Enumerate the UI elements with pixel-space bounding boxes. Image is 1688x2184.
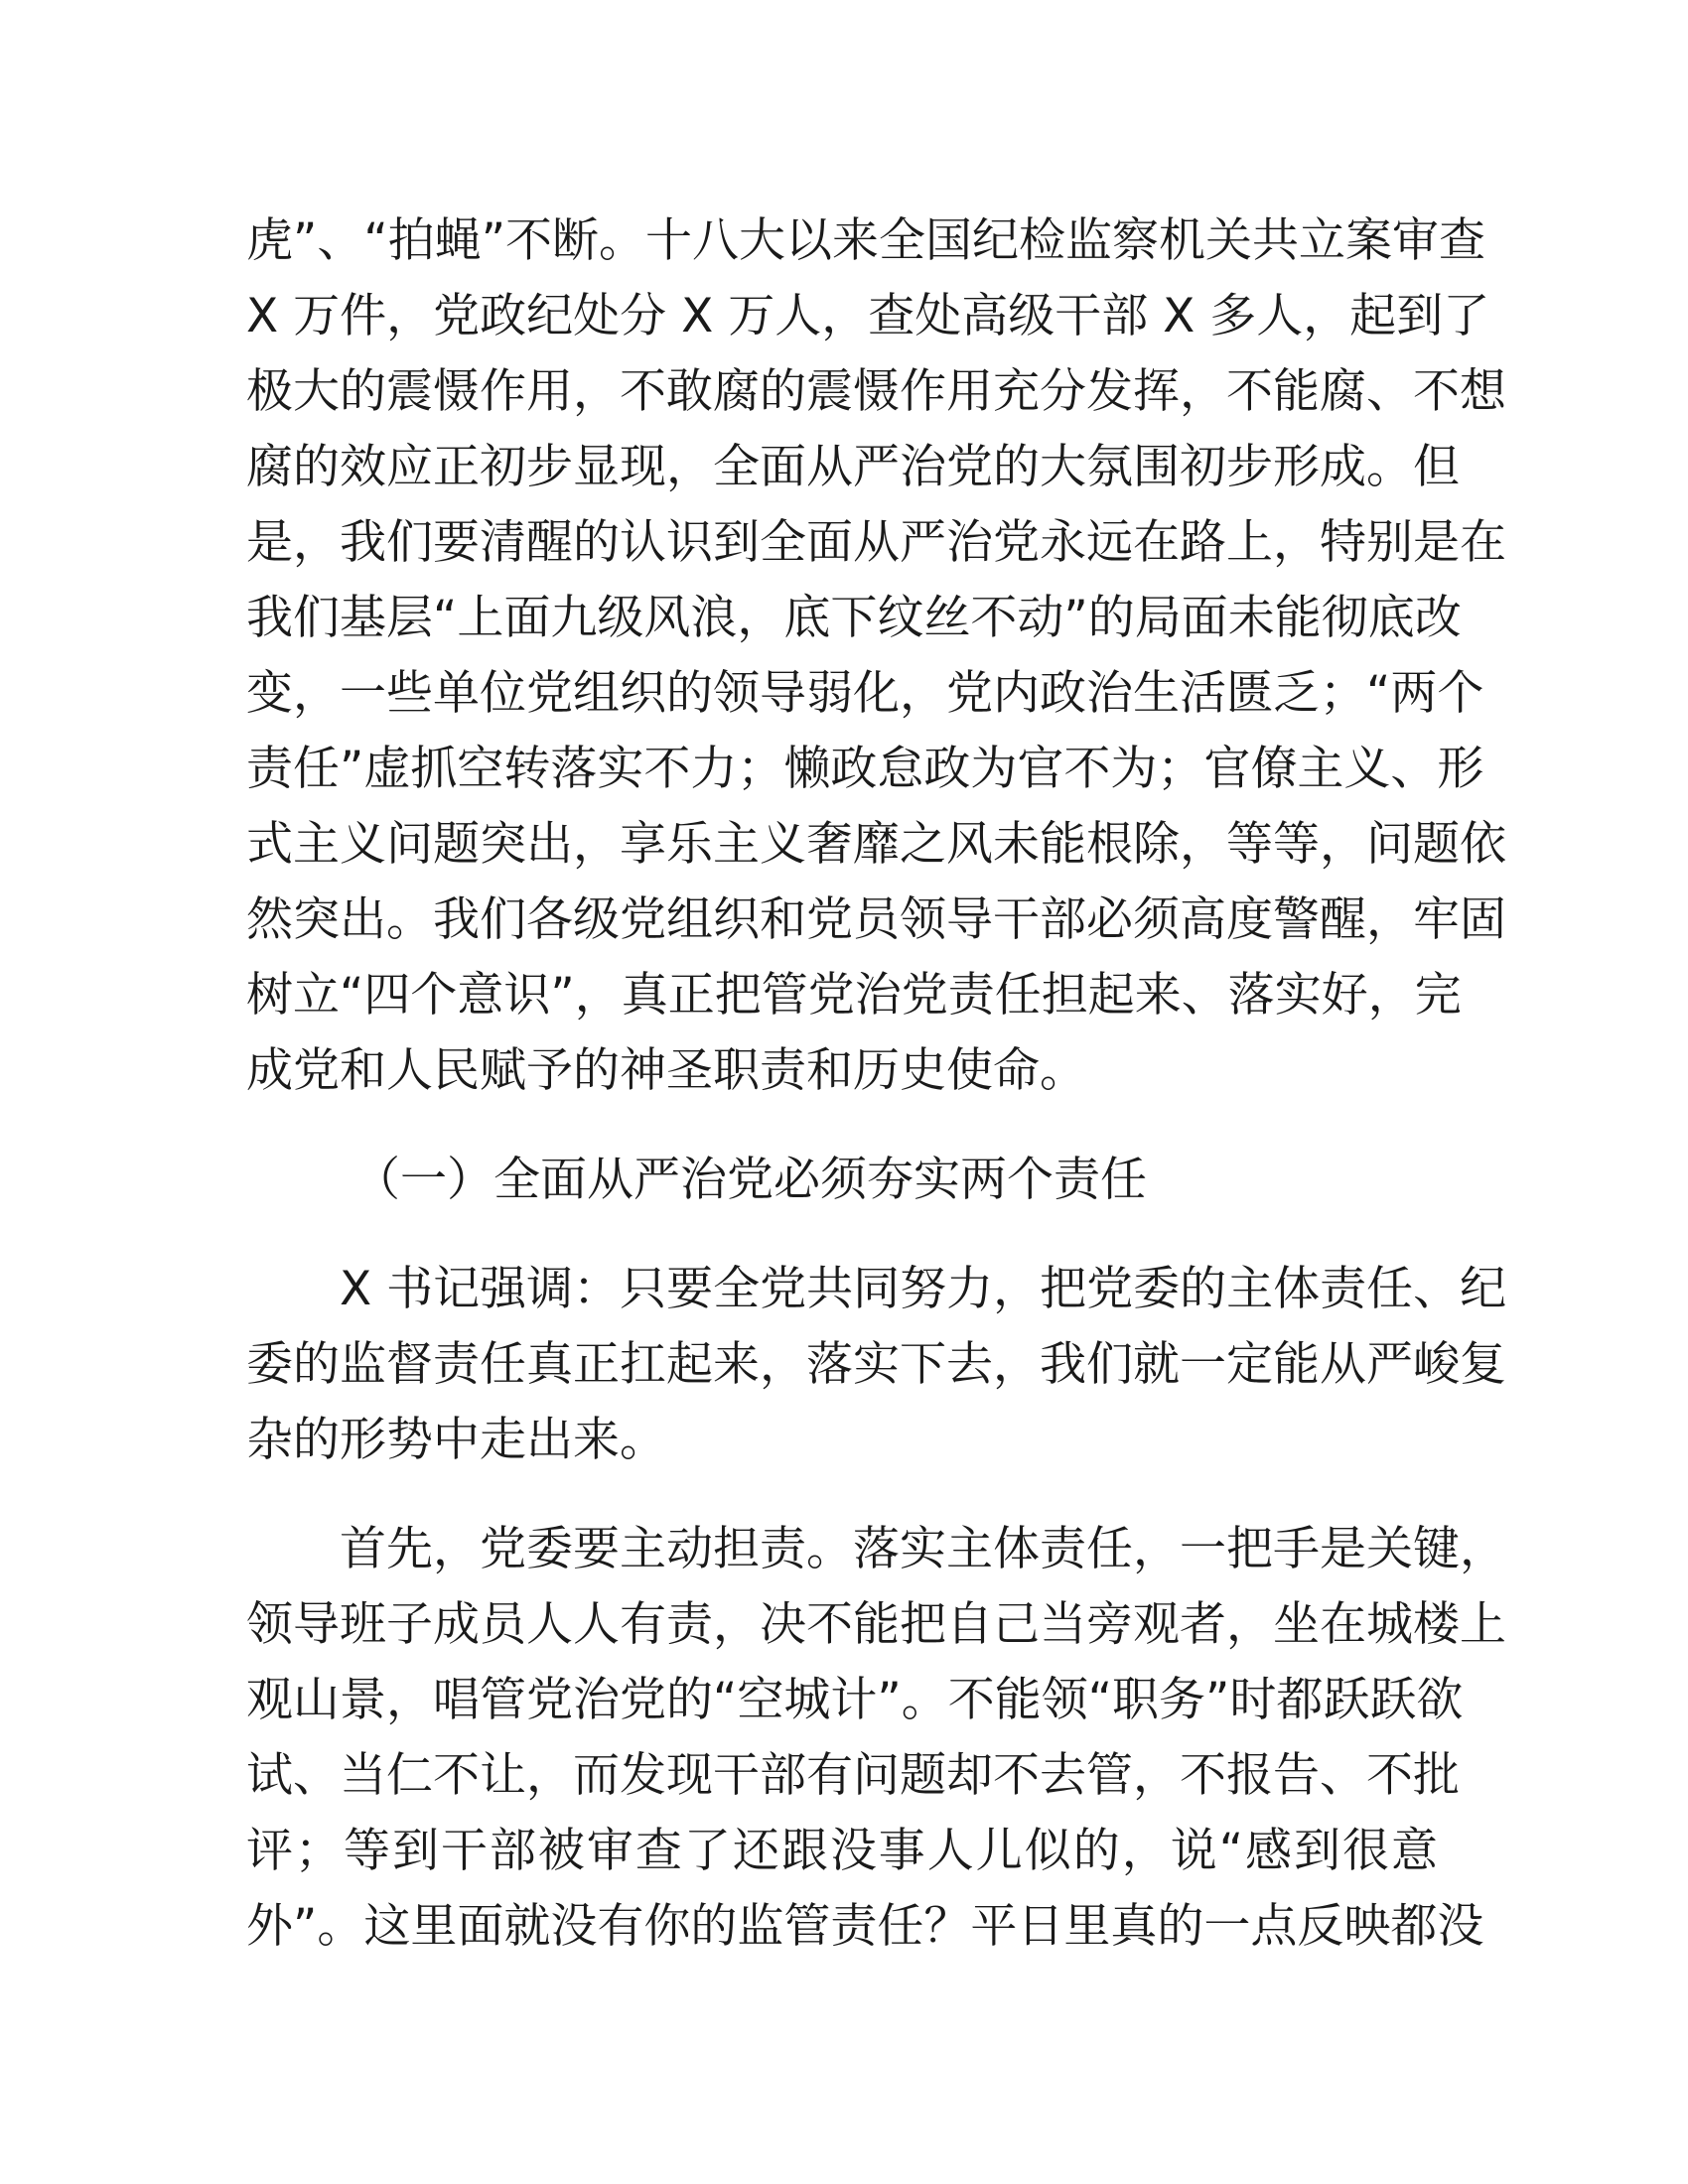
paragraph-spacer — [246, 1478, 1438, 1512]
text-line: 责任”虚抓空转落实不力；懒政怠政为官不为；官僚主义、形 — [246, 742, 1484, 796]
text-line: 领导班子成员人人有责，决不能把自己当旁观者，坐在城楼上 — [246, 1597, 1506, 1652]
paragraph-continuation — [246, 204, 1506, 1109]
text-line: 外”。这里面就没有你的监管责任？平日里真的一点反映都没 — [246, 1899, 1484, 1954]
text-line: 树立“四个意识”，真正把管党治党责任担起来、落实好，完 — [246, 968, 1462, 1023]
text-line: X 书记强调：只要全党共同努力，把党委的主体责任、纪 — [340, 1262, 1507, 1316]
paragraph-spacer — [246, 1218, 1438, 1252]
text-line: 腐的效应正初步显现，全面从严治党的大氛围初步形成。但 — [246, 440, 1460, 494]
section-heading: （一）全面从严治党必须夯实两个责任 — [353, 1153, 1147, 1207]
paragraph-quote — [246, 1252, 1507, 1478]
text-line: 是，我们要清醒的认识到全面从严治党永远在路上，特别是在 — [246, 515, 1506, 570]
text-line: 变，一些单位党组织的领导弱化，党内政治生活匮乏；“两个 — [246, 666, 1484, 721]
text-line: 首先，党委要主动担责。落实主体责任，一把手是关键， — [340, 1522, 1506, 1576]
paragraph-spacer — [246, 1109, 1438, 1143]
text-line: 试、当仁不让，而发现干部有问题却不去管，不报告、不批 — [246, 1748, 1460, 1803]
text-line: 然突出。我们各级党组织和党员领导干部必须高度警醒，牢固 — [246, 892, 1506, 947]
text-line: 我们基层“上面九级风浪，底下纹丝不动”的局面未能彻底改 — [246, 591, 1462, 645]
paragraph-first — [246, 1512, 1506, 1965]
text-line: 虎”、“拍蝇”不断。十八大以来全国纪检监察机关共立案审查 — [246, 213, 1486, 268]
text-line: 极大的震慑作用，不敢腐的震慑作用充分发挥，不能腐、不想 — [246, 364, 1506, 419]
text-line: X 万件，党政纪处分 X 万人，查处高级干部 X 多人，起到了 — [246, 289, 1490, 343]
text-line: 杂的形势中走出来。 — [246, 1413, 666, 1467]
text-line: 委的监督责任真正扛起来，落实下去，我们就一定能从严峻复 — [246, 1337, 1506, 1392]
text-line: 评；等到干部被审查了还跟没事人儿似的，说“感到很意 — [246, 1824, 1438, 1878]
text-line: 成党和人民赋予的神圣职责和历史使命。 — [246, 1043, 1086, 1098]
text-line: 观山景，唱管党治党的“空城计”。不能领“职务”时都跃跃欲 — [246, 1673, 1464, 1727]
document-page — [246, 204, 1507, 1965]
text-line: 式主义问题突出，享乐主义奢靡之风未能根除，等等，问题依 — [246, 817, 1506, 872]
